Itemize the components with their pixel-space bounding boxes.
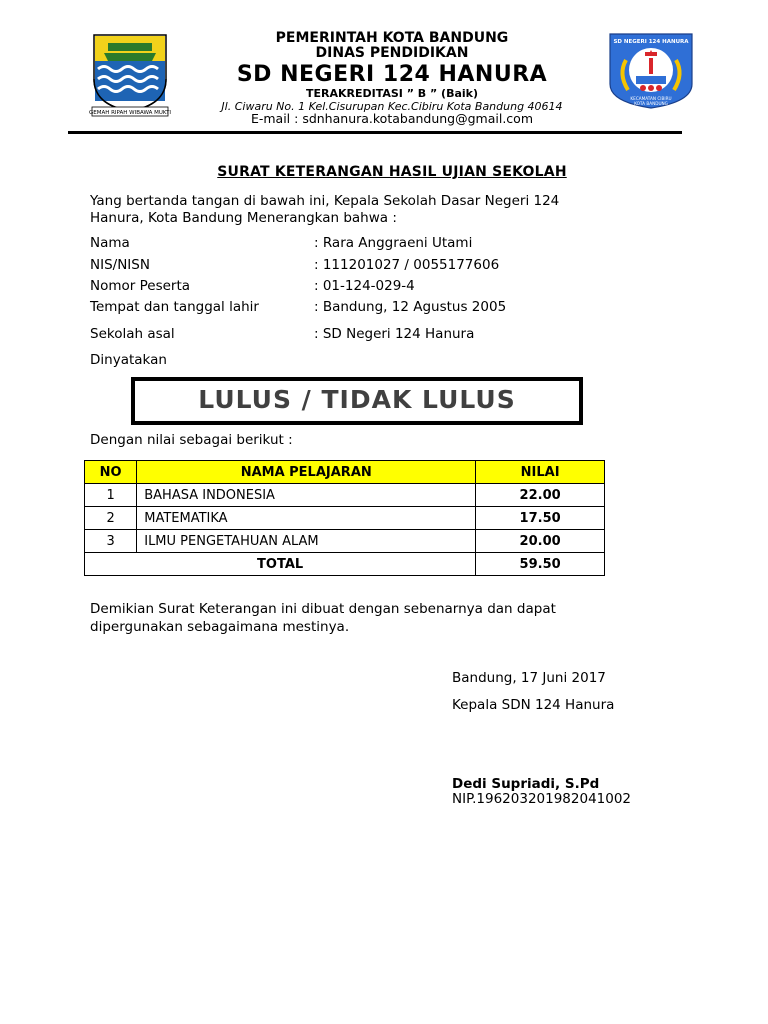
- birth-place-date-label: Tempat dan tanggal lahir: [90, 299, 259, 315]
- subject-name: MATEMATIKA: [137, 507, 476, 530]
- table-header-row: [85, 461, 605, 484]
- student-name-label: Nama: [90, 235, 130, 251]
- participant-number-label: Nomor Peserta: [90, 278, 191, 294]
- row-number: 3: [85, 530, 137, 553]
- table-row: [85, 530, 605, 553]
- document-title: SURAT KETERANGAN HASIL UJIAN SEKOLAH: [217, 164, 567, 180]
- signatory-nip: NIP.196203201982041002: [452, 791, 632, 807]
- column-header-subject: NAMA PELAJARAN: [137, 461, 476, 484]
- subject-name: BAHASA INDONESIA: [137, 484, 476, 507]
- student-nis-label: NIS/NISN: [90, 257, 150, 273]
- verdict-box: [131, 377, 583, 425]
- column-header-score: NILAI: [476, 461, 605, 484]
- grades-intro: Dengan nilai sebagai berikut :: [90, 432, 293, 448]
- birth-place-date-value: : Bandung, 12 Agustus 2005: [314, 299, 507, 315]
- column-header-no: NO: [85, 461, 137, 484]
- table-row: [85, 507, 605, 530]
- origin-school-value: : SD Negeri 124 Hanura: [314, 326, 475, 342]
- svg-text:GEMAH RIPAH WIBAWA MUKTI: GEMAH RIPAH WIBAWA MUKTI: [88, 110, 172, 116]
- svg-text:SD NEGERI 124 HANURA: SD NEGERI 124 HANURA: [613, 39, 689, 45]
- school-name: SD NEGERI 124 HANURA: [236, 62, 548, 87]
- school-email: E-mail : sdnhanura.kotabandung@gmail.com: [250, 111, 534, 126]
- table-row: [85, 484, 605, 507]
- student-name-value: : Rara Anggraeni Utami: [314, 235, 473, 251]
- subject-score: 22.00: [476, 484, 605, 507]
- school-badge-icon: [606, 32, 696, 110]
- letterhead-divider: [68, 131, 682, 134]
- verdict-text: LULUS / TIDAK LULUS: [198, 385, 516, 414]
- intro-line-1: Yang bertanda tangan di bawah ini, Kepala Sekolah Dasar Negeri 124: [90, 193, 560, 209]
- closing-line-2: dipergunakan sebagaimana mestinya.: [90, 619, 350, 635]
- accreditation-text: TERAKREDITASI ” B ” (Baik): [305, 87, 479, 100]
- subject-name: ILMU PENGETAHUAN ALAM: [137, 530, 476, 553]
- declared-label: Dinyatakan: [90, 352, 167, 368]
- closing-line-1: Demikian Surat Keterangan ini dibuat dengan sebenarnya dan dapat: [90, 601, 556, 617]
- svg-text:KOTA BANDUNG: KOTA BANDUNG: [634, 101, 668, 106]
- total-row: [85, 553, 605, 576]
- grades-table: [84, 460, 605, 576]
- svg-text:KECAMATAN CIBIRU: KECAMATAN CIBIRU: [630, 96, 672, 101]
- origin-school-label: Sekolah asal: [90, 326, 175, 342]
- bandung-city-emblem-icon: [86, 31, 174, 119]
- total-value: 59.50: [476, 553, 605, 576]
- student-nis-value: : 111201027 / 0055177606: [314, 257, 500, 273]
- subject-score: 20.00: [476, 530, 605, 553]
- place-and-date: Bandung, 17 Juni 2017: [452, 670, 606, 686]
- government-name: PEMERINTAH KOTA BANDUNG: [275, 30, 509, 46]
- row-number: 2: [85, 507, 137, 530]
- total-label: TOTAL: [85, 553, 476, 576]
- school-address: Jl. Ciwaru No. 1 Kel.Cisurupan Kec.Cibiru Kota Bandung 40614: [221, 100, 563, 113]
- department-name: DINAS PENDIDIKAN: [315, 45, 469, 61]
- signatory-position: Kepala SDN 124 Hanura: [452, 697, 615, 713]
- signatory-name: Dedi Supriadi, S.Pd: [452, 776, 600, 792]
- row-number: 1: [85, 484, 137, 507]
- subject-score: 17.50: [476, 507, 605, 530]
- participant-number-value: : 01-124-029-4: [314, 278, 415, 294]
- intro-line-2: Hanura, Kota Bandung Menerangkan bahwa :: [90, 210, 397, 226]
